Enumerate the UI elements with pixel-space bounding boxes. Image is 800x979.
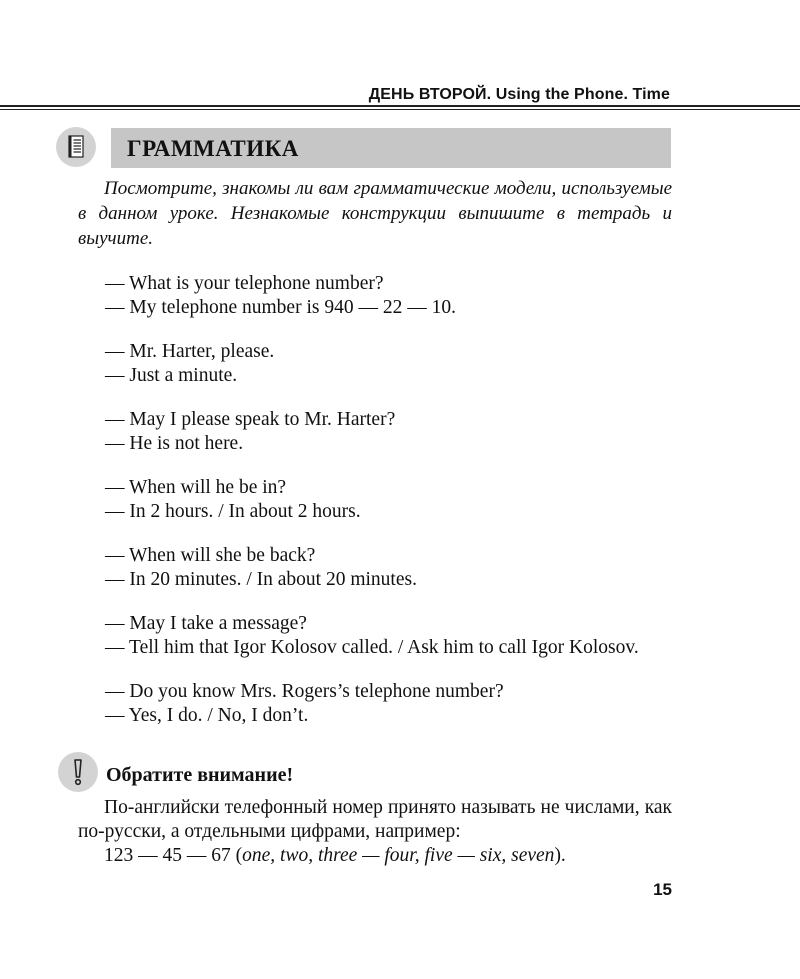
intro-paragraph: Посмотрите, знакомы ли вам грамматические модели, используемые в данном уроке. Незнакомые конструкции выпишите в тетрадь и выучите. <box>78 178 672 249</box>
dialogue-pair <box>105 408 685 456</box>
dialogue-pair <box>105 680 685 728</box>
note-example <box>78 844 672 868</box>
section-header-bar <box>111 128 671 168</box>
dialogue-question: — What is your telephone number? <box>105 273 384 294</box>
dialogue-question: — When will he be in? <box>105 477 287 498</box>
example-words: one, two, three — four, five — six, seven <box>242 845 555 866</box>
dialogue-answer: — My telephone number is 940 — 22 — 10. <box>105 297 456 318</box>
example-close: ). <box>554 845 566 866</box>
dialogue-answer: — Just a minute. <box>105 365 238 386</box>
notebook-icon <box>56 127 96 167</box>
note-paragraph: По-английски телефонный номер принято называть не числами, как по-русски, а отдельными цифрами, например: <box>78 797 672 842</box>
note-body <box>78 796 672 868</box>
dialogue-pair <box>105 340 685 388</box>
dialogue-question: — Do you know Mrs. Rogers’s telephone number? <box>105 681 504 702</box>
note-title: Обратите внимание! <box>106 764 294 786</box>
dialogue-question: — May I please speak to Mr. Harter? <box>105 409 396 430</box>
header-rule-thin <box>0 109 800 110</box>
dialogue-answer: — In 20 minutes. / In about 20 minutes. <box>105 569 417 590</box>
example-digits: 123 — 45 — 67 ( <box>104 845 243 866</box>
dialogue-answer: — He is not here. <box>105 433 244 454</box>
page-number: 15 <box>653 880 672 899</box>
dialogue-question: — Mr. Harter, please. <box>105 341 275 362</box>
section-title: ГРАММАТИКА <box>127 136 299 161</box>
exclamation-icon <box>58 752 98 792</box>
dialogue-question: — When will she be back? <box>105 545 316 566</box>
running-header: ДЕНЬ ВТОРОЙ. Using the Phone. Time <box>368 86 670 103</box>
dialogue-answer: — Tell him that Igor Kolosov called. / Ask him to call Igor Kolosov. <box>105 637 639 658</box>
dialogue-pair <box>105 272 685 320</box>
dialogue-list <box>105 272 685 748</box>
dialogue-pair <box>105 612 685 660</box>
header-rule-thick <box>0 105 800 107</box>
dialogue-pair <box>105 544 685 592</box>
dialogue-answer: — Yes, I do. / No, I don’t. <box>105 705 309 726</box>
dialogue-question: — May I take a message? <box>105 613 307 634</box>
dialogue-answer: — In 2 hours. / In about 2 hours. <box>105 501 361 522</box>
dialogue-pair <box>105 476 685 524</box>
